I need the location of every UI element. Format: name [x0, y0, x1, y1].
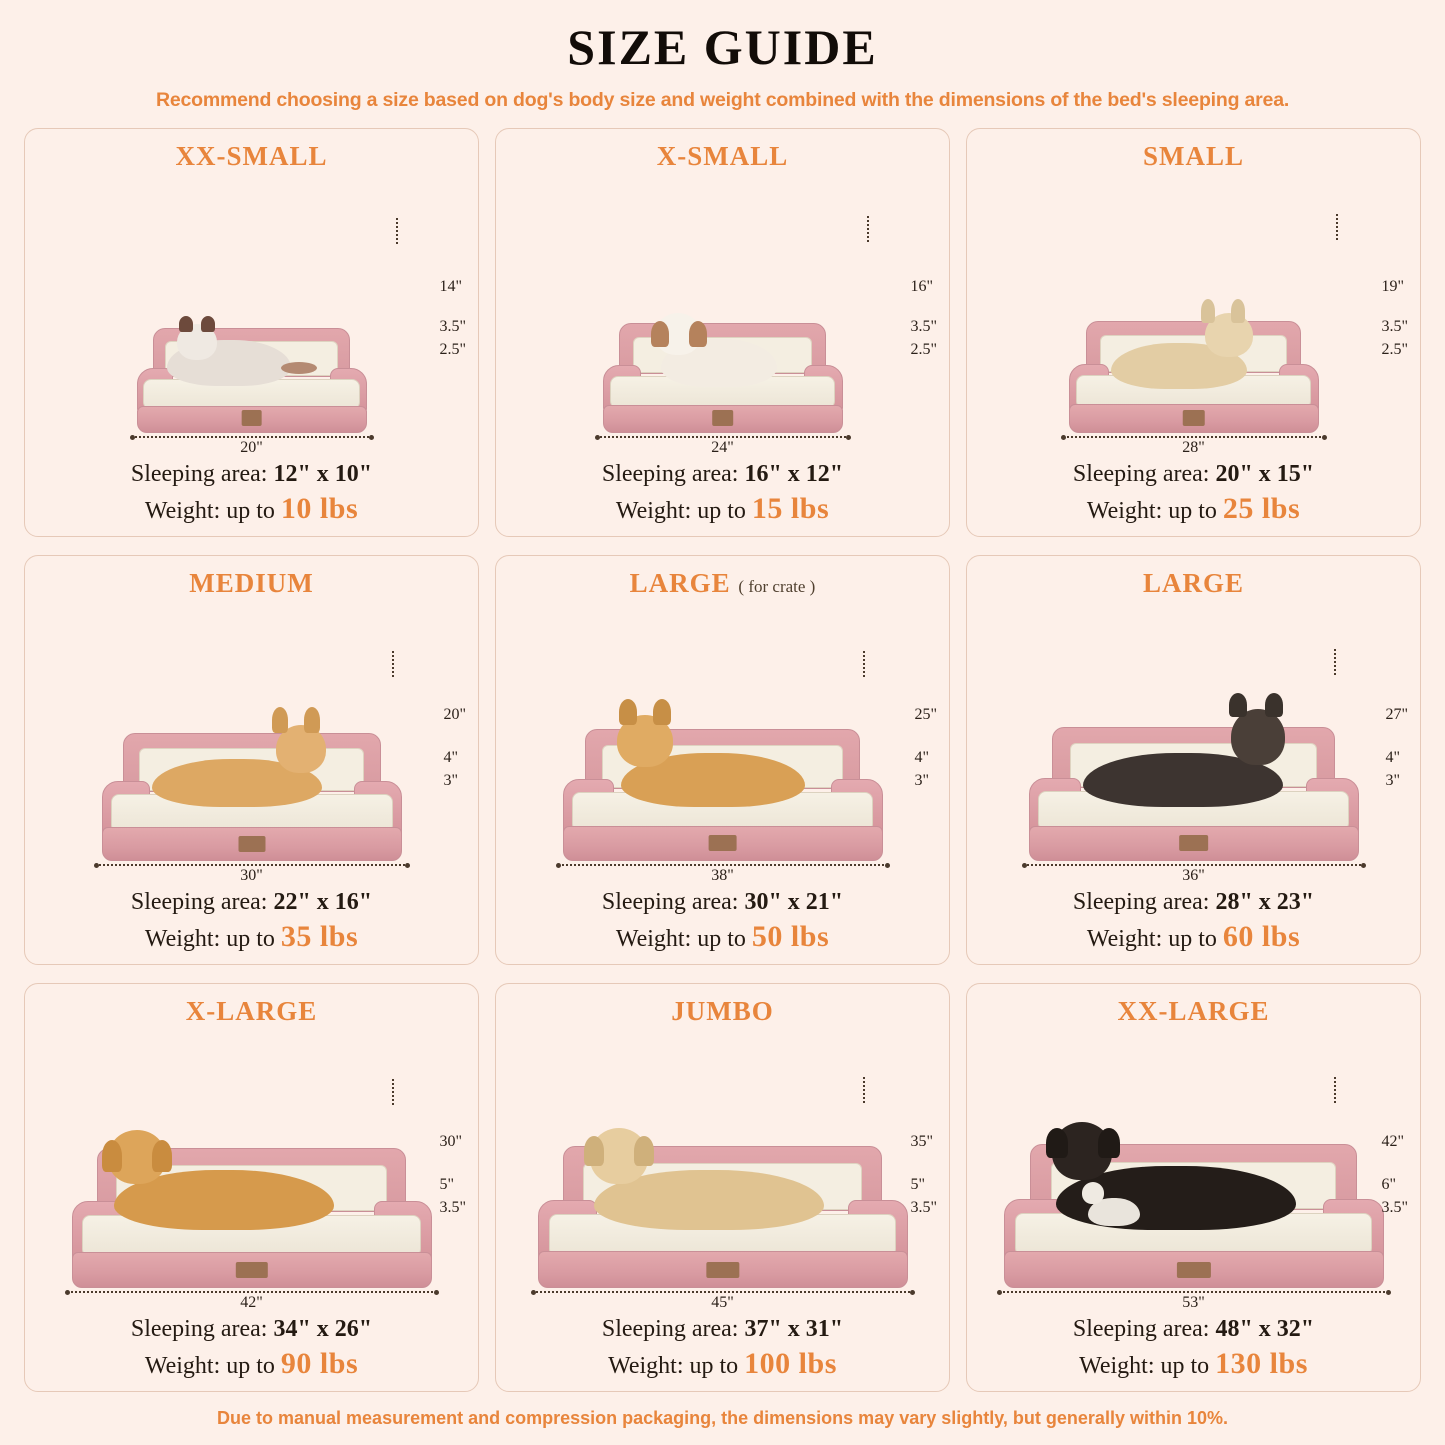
weight-value: 90 lbs	[280, 1347, 359, 1380]
bed-illustration	[502, 1027, 943, 1314]
dimension-leader	[396, 218, 398, 244]
pet-silhouette-golden-retriever	[114, 1170, 334, 1230]
pet-tail	[281, 362, 317, 374]
bed-label-tag	[235, 1262, 267, 1278]
card-title: SMALL	[1142, 141, 1245, 171]
weight-value: 35 lbs	[280, 919, 359, 953]
bed-illustration	[31, 1027, 472, 1314]
dim-width: 42"	[240, 1294, 263, 1311]
weight-label: Weight: up to	[1086, 925, 1223, 952]
sleeping-area-value: 16" x 12"	[744, 461, 844, 488]
weight-line	[602, 1347, 843, 1381]
dog-bed-graphic	[1069, 321, 1319, 433]
sleeping-area-value: 37" x 31"	[744, 1316, 844, 1342]
card-info	[602, 1316, 843, 1381]
weight-line	[1073, 1347, 1314, 1381]
bed-illustration	[973, 599, 1414, 886]
dim-height: 30"	[439, 1133, 462, 1151]
bed-label-tag	[1182, 410, 1205, 426]
sleeping-area-value: 48" x 32"	[1215, 1316, 1315, 1342]
bed-illustration	[973, 1027, 1414, 1314]
bed-height-dimensions	[439, 275, 466, 361]
dog-bed-graphic	[538, 1146, 908, 1288]
weight-value: 15 lbs	[751, 492, 830, 526]
dim-width: 24"	[711, 439, 734, 457]
bed-height-dimensions	[1381, 1130, 1408, 1220]
dim-height: 16"	[910, 278, 933, 296]
pet-silhouette-border-collie	[1083, 753, 1283, 807]
size-card-large	[966, 555, 1421, 964]
bed-label-tag	[712, 410, 734, 426]
weight-label: Weight: up to	[608, 1353, 745, 1379]
size-card-large-crate	[495, 555, 950, 964]
pet-silhouette-french-bulldog	[1111, 343, 1247, 389]
bed-height-dimensions	[914, 703, 937, 793]
pet-head-small	[1082, 1182, 1104, 1204]
pet-silhouette-shiba-inu	[621, 753, 805, 807]
weight-value: 130 lbs	[1215, 1347, 1308, 1380]
pet-ear-left	[584, 1136, 604, 1166]
weight-label: Weight: up to	[144, 498, 281, 525]
size-card-xx-large	[966, 983, 1421, 1392]
bed-label-tag	[1179, 835, 1209, 851]
bed-label-tag	[238, 836, 265, 852]
dim-thickness-top: 4"	[443, 748, 458, 766]
dim-height: 19"	[1381, 278, 1404, 296]
dim-height: 35"	[910, 1133, 933, 1151]
weight-label: Weight: up to	[144, 1353, 281, 1379]
sleeping-area-label: Sleeping area:	[130, 461, 274, 488]
sleeping-area-line	[602, 461, 843, 488]
dim-width: 28"	[1182, 439, 1205, 457]
dimension-leader	[1334, 649, 1336, 675]
sleeping-area-label: Sleeping area:	[130, 1316, 274, 1342]
weight-line	[602, 920, 843, 954]
pet-silhouette-labrador	[594, 1170, 824, 1230]
dim-thickness-bottom: 3.5"	[910, 1199, 937, 1217]
dim-thickness-top: 6"	[1381, 1176, 1396, 1194]
pet-ear-left	[619, 699, 637, 725]
sleeping-area-label: Sleeping area:	[1072, 461, 1216, 488]
dog-bed-graphic	[1004, 1144, 1384, 1288]
pet-ear-right	[304, 707, 320, 733]
dim-thickness-top: 5"	[910, 1176, 925, 1194]
pet-silhouette-small-dog	[1088, 1198, 1140, 1226]
sleeping-area-line	[1073, 889, 1314, 916]
sleeping-area-line	[131, 461, 372, 488]
dim-thickness-top: 4"	[914, 748, 929, 766]
sleeping-area-value: 12" x 10"	[273, 461, 373, 488]
dimension-leader	[392, 1079, 394, 1105]
pet-ear-left	[272, 707, 288, 733]
sleeping-area-label: Sleeping area:	[1072, 1316, 1216, 1342]
sleeping-area-value: 34" x 26"	[273, 1316, 373, 1342]
pet-ear-right	[689, 321, 707, 347]
bed-height-dimensions	[1381, 275, 1408, 361]
dim-thickness-bottom: 3"	[1385, 772, 1400, 790]
dim-thickness-bottom: 2.5"	[910, 340, 937, 358]
pet-ear-right	[653, 699, 671, 725]
weight-line	[131, 1347, 372, 1381]
bed-height-dimensions	[1385, 703, 1408, 793]
dog-bed-graphic	[1029, 727, 1359, 861]
dog-bed-graphic	[603, 323, 843, 433]
bed-label-tag	[708, 835, 737, 851]
weight-label: Weight: up to	[144, 925, 281, 952]
weight-value: 100 lbs	[744, 1347, 837, 1380]
sleeping-area-value: 30" x 21"	[744, 888, 844, 915]
sleeping-area-label: Sleeping area:	[601, 461, 745, 488]
dog-bed-graphic	[137, 328, 367, 433]
card-title: LARGE ( for crate )	[629, 568, 816, 599]
weight-value: 10 lbs	[280, 492, 359, 526]
weight-line	[131, 492, 372, 526]
bed-illustration	[502, 172, 943, 459]
sleeping-area-label: Sleeping area:	[1072, 888, 1216, 915]
weight-label: Weight: up to	[1079, 1353, 1216, 1379]
dim-thickness-bottom: 3"	[443, 772, 458, 790]
dim-thickness-top: 3.5"	[439, 317, 466, 335]
card-title: LARGE	[1142, 568, 1245, 599]
size-card-grid	[24, 128, 1421, 1392]
pet-ear-left	[651, 321, 669, 347]
weight-line	[1073, 920, 1314, 954]
card-info	[1073, 1316, 1314, 1381]
weight-value: 50 lbs	[751, 919, 830, 953]
dog-bed-graphic	[102, 733, 402, 861]
dim-thickness-top: 5"	[439, 1176, 454, 1194]
bed-height-dimensions	[439, 1130, 466, 1220]
card-info	[1073, 461, 1314, 526]
bed-illustration	[973, 172, 1414, 459]
pet-silhouette-corgi	[152, 759, 322, 807]
dim-thickness-bottom: 3.5"	[439, 1199, 466, 1217]
card-title: XX-SMALL	[175, 141, 328, 171]
sleeping-area-line	[602, 889, 843, 916]
bed-height-dimensions	[910, 275, 937, 361]
pet-ear-right	[201, 316, 215, 332]
pet-ear-left	[1046, 1128, 1068, 1158]
dimension-leader	[867, 216, 869, 242]
sleeping-area-value: 28" x 23"	[1215, 888, 1315, 915]
card-info	[131, 461, 372, 526]
weight-line	[1073, 492, 1314, 526]
weight-label: Weight: up to	[615, 498, 752, 525]
dim-height: 20"	[443, 705, 466, 723]
dim-thickness-top: 4"	[1385, 748, 1400, 766]
page-subtitle: Recommend choosing a size based on dog's body size and weight combined with the dimensions of the bed's sleeping area.	[155, 89, 1290, 111]
bed-illustration	[31, 599, 472, 886]
bed-label-tag	[241, 410, 262, 426]
size-card-xx-small	[24, 128, 479, 537]
dimension-leader	[863, 651, 865, 677]
card-title: XX-LARGE	[1117, 995, 1270, 1026]
bed-illustration	[502, 599, 943, 886]
card-title-note: ( for crate )	[738, 577, 816, 597]
pet-ear-right	[1098, 1128, 1120, 1158]
dim-width: 20"	[240, 439, 263, 457]
dim-width: 30"	[240, 866, 263, 884]
card-info	[602, 461, 843, 526]
size-card-x-large	[24, 983, 479, 1392]
bed-label-tag	[1176, 1262, 1210, 1278]
dim-thickness-bottom: 3.5"	[1381, 1199, 1408, 1217]
dimension-leader	[863, 1077, 865, 1103]
card-title: MEDIUM	[189, 568, 314, 599]
sleeping-area-line	[602, 1316, 843, 1343]
pet-ear-right	[1231, 299, 1245, 323]
dog-bed-graphic	[72, 1148, 432, 1288]
dimension-leader	[1334, 1077, 1336, 1103]
dim-thickness-top: 3.5"	[1381, 317, 1408, 335]
dim-width: 53"	[1182, 1294, 1205, 1311]
card-info	[602, 889, 843, 954]
dim-width: 38"	[711, 866, 734, 884]
dimension-leader	[1336, 214, 1338, 240]
pet-ear-left	[1229, 693, 1247, 717]
bed-height-dimensions	[910, 1130, 937, 1220]
sleeping-area-value: 20" x 15"	[1215, 461, 1315, 488]
card-title: JUMBO	[671, 995, 774, 1026]
weight-value: 60 lbs	[1222, 919, 1301, 953]
pet-silhouette-cat	[167, 340, 291, 386]
sleeping-area-label: Sleeping area:	[130, 888, 274, 915]
dim-width: 45"	[711, 1294, 734, 1311]
weight-label: Weight: up to	[615, 925, 752, 952]
dim-thickness-bottom: 2.5"	[1381, 340, 1408, 358]
size-card-small	[966, 128, 1421, 537]
pet-ear-right	[152, 1140, 172, 1172]
dim-thickness-bottom: 3"	[914, 772, 929, 790]
dimension-leader	[392, 651, 394, 677]
sleeping-area-label: Sleeping area:	[601, 888, 745, 915]
dim-height: 25"	[914, 705, 937, 723]
sleeping-area-value: 22" x 16"	[273, 888, 373, 915]
sleeping-area-line	[131, 889, 372, 916]
sleeping-area-line	[1073, 1316, 1314, 1343]
size-card-x-small	[495, 128, 950, 537]
card-title: X-SMALL	[656, 141, 789, 171]
pet-ear-left	[179, 316, 193, 332]
page-title: SIZE GUIDE	[567, 19, 878, 75]
card-info	[131, 1316, 372, 1381]
size-card-jumbo	[495, 983, 950, 1392]
card-title: X-LARGE	[185, 995, 318, 1026]
pet-head	[1231, 709, 1285, 765]
weight-value: 25 lbs	[1222, 492, 1301, 526]
weight-line	[131, 920, 372, 954]
dim-thickness-bottom: 2.5"	[439, 340, 466, 358]
sleeping-area-label: Sleeping area:	[601, 1316, 745, 1342]
pet-ear-right	[634, 1136, 654, 1166]
footer-note: Due to manual measurement and compression packaging, the dimensions may vary slightly, but generally within 10%.	[217, 1408, 1228, 1428]
dim-thickness-top: 3.5"	[910, 317, 937, 335]
dim-height: 14"	[439, 278, 462, 296]
bed-illustration	[31, 172, 472, 459]
dim-height: 27"	[1385, 705, 1408, 723]
dim-width: 36"	[1182, 866, 1205, 884]
dim-height: 42"	[1381, 1133, 1404, 1151]
dog-bed-graphic	[563, 729, 883, 861]
size-card-medium	[24, 555, 479, 964]
weight-label: Weight: up to	[1086, 498, 1223, 525]
bed-label-tag	[706, 1262, 739, 1278]
pet-ear-left	[102, 1140, 122, 1172]
card-info	[1073, 889, 1314, 954]
pet-silhouette-shih-tzu	[661, 339, 777, 387]
sleeping-area-line	[131, 1316, 372, 1343]
card-info	[131, 889, 372, 954]
pet-ear-left	[1201, 299, 1215, 323]
sleeping-area-line	[1073, 461, 1314, 488]
pet-ear-right	[1265, 693, 1283, 717]
bed-height-dimensions	[443, 703, 466, 793]
weight-line	[602, 492, 843, 526]
